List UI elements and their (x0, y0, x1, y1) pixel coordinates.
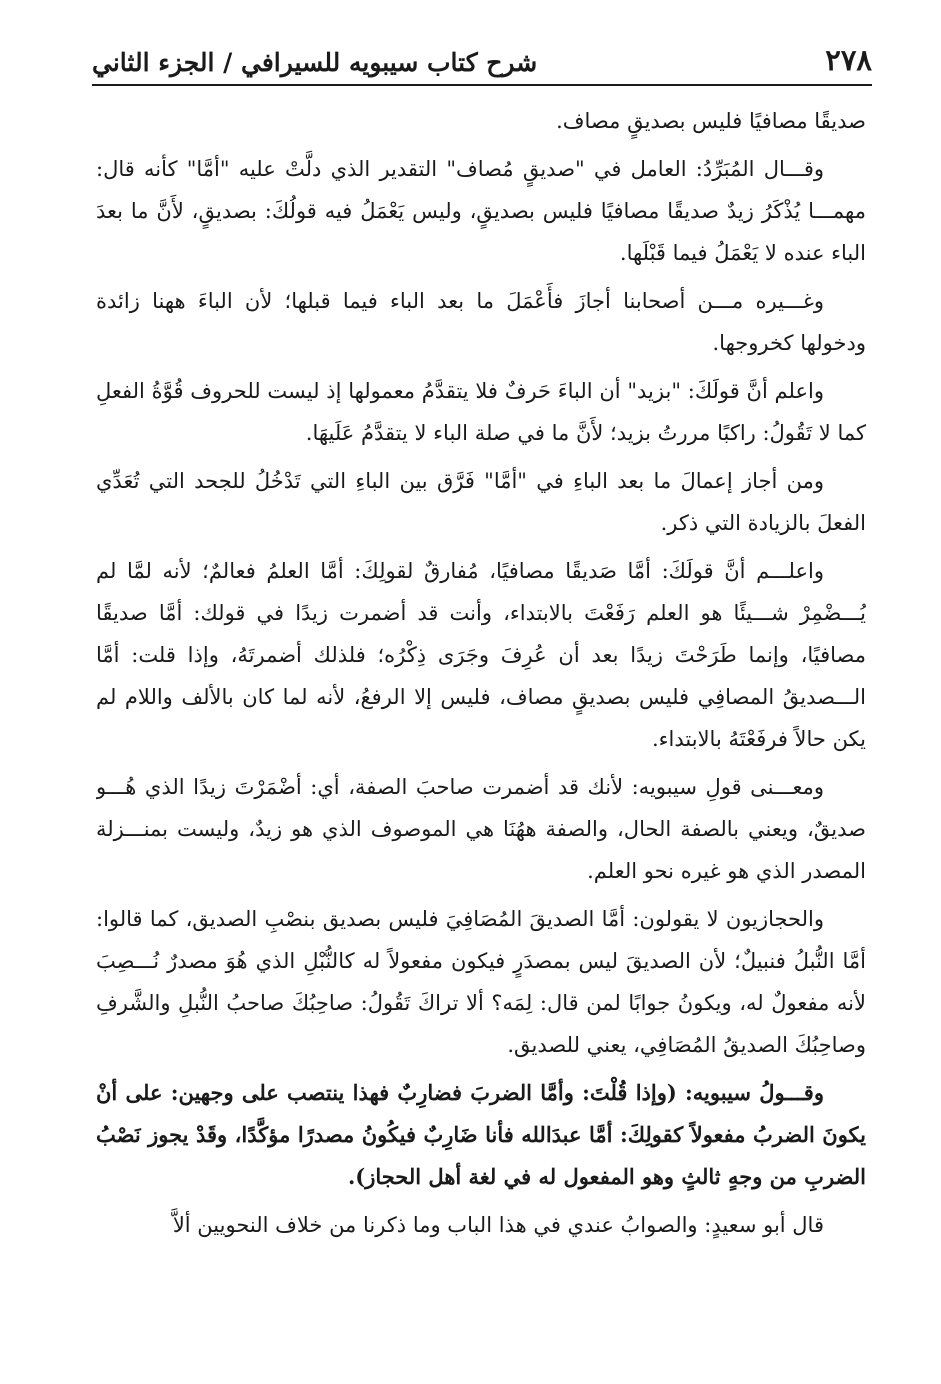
body-text (96, 100, 866, 1350)
paragraph: واعلـــم أنَّ قولَكَ: أمَّا صَديقًا مصافيًا، مُفارقٌ لقولِكَ: أمَّا العلمُ فعالمٌ؛ لأنه لمَّا لم يُـــضْمِرْ شـــيئًا هو العلم رَفَعْتَ بالابتداء، وأنت قد أضمرت زيدًا في قولك: أمَّا صديقًا مصافيًا، وإنما طَرَحْتَ زيدًا بعد أن عُرِفَ وجَرَى ذِكْرُه؛ فلذلك أضمرتَهُ، وإذا قلت: أمَّا الـــصديقُ المصافِي فليس بصديقٍ مصاف، فليس إلا الرفعُ، لأنه لما كان بالألف واللام لم يكن حالاً فرفَعْتَهُ بالابتداء. (96, 559, 866, 751)
quoted-paragraph: وقـــولُ سيبويه: (وإذا قُلْتَ: وأمَّا الضربَ فضارِبٌ فهذا ينتصب على وجهين: على أنْ يكونَ الضربُ مفعولاً كقولِكَ: أمَّا عبدَالله فأنا ضَارِبٌ فيكُونُ مصدرًا مؤكَّدًا، وقَدْ يجوز نَصْبُ الضربِ من وجهٍ ثالثٍ وهو المفعول له في لغة أهل الحجاز). (96, 1080, 866, 1189)
header-rule (92, 84, 872, 86)
paragraph: قال أبو سعيدٍ: والصوابُ عندي في هذا الباب وما ذكرنا من خلاف النحويين ألاَّ (172, 1213, 824, 1237)
paragraph: ومن أجاز إعمالَ ما بعد الباءِ في "أمَّا" فَرَّق بين الباءِ التي تَدْخُلُ للجحد التي تُعَدِّي الفعلَ بالزيادة التي ذكر. (96, 469, 866, 535)
paragraph: ومعـــنى قولِ سيبويه: لأنك قد أضمرت صاحبَ الصفة، أي: أضْمَرْتَ زيدًا الذي هُـــو صديقٌ، ويعني بالصفة الحال، والصفة ههُنَا هي الموصوف الذي هو زيدٌ، وليست بمنـــزلة المصدر الذي هو غيره نحو العلم. (96, 775, 866, 883)
paragraph: والحجازيون لا يقولون: أمَّا الصديقَ المُصَافِيَ فليس بصديق بنصْبِ الصديق، كما قالوا: أمَّا النُّبلُ فنبيلٌ؛ لأن الصديقَ ليس بمصدَرٍ فيكون مفعولاً له كالنُّبْلِ الذي هُوَ مصدرٌ نُـــصِبَ لأنه مفعولٌ له، ويكونُ جوابًا لمن قال: لِمَه؟ ألا تراكَ تَقُولُ: صاحِبُكَ صاحبُ النُّبلِ والشَّرفِ وصاحِبُكَ الصديقُ المُصَافِي، يعني للصديق. (96, 907, 866, 1057)
page-header (92, 30, 872, 78)
paragraph: وغـــيره مـــن أصحابنا أجازَ فأَعْمَلَ ما بعد الباء فيما قبلها؛ لأن الباءَ ههنا زائدة ودخولها كخروجها. (96, 289, 866, 355)
paragraph: واعلم أنَّ قولَكَ: "بزيد" أن الباءَ حَرفٌ فلا يتقدَّمُ معمولها إذ ليست للحروف قُوَّةُ الفعلِ كما لا تَقُولُ: راكبًا مررتُ بزيد؛ لأَنَّ ما في صلة الباء لا يتقدَّمُ عَلَيهَا. (96, 379, 866, 445)
paragraph: صديقًا مصافيًا فليس بصديقٍ مصاف. (556, 109, 866, 133)
running-title: شرح كتاب سيبويه للسيرافي / الجزء الثاني (92, 48, 538, 77)
page-number: ٢٧٨ (825, 43, 872, 78)
paragraph: وقـــال المُبَرِّدُ: العامل في "صديقٍ مُصاف" التقدير الذي دلَّتْ عليه "أمَّا" كأنه قال: مهمـــا يُذْكَرُ زيدٌ صديقًا مصافيًا فليس بصديقٍ، وليس يَعْمَلُ فيه قولُكَ: بصديقٍ، لأَنَّ ما بعدَ الباء عنده لا يَعْمَلُ فيما قَبْلَها. (96, 157, 866, 265)
